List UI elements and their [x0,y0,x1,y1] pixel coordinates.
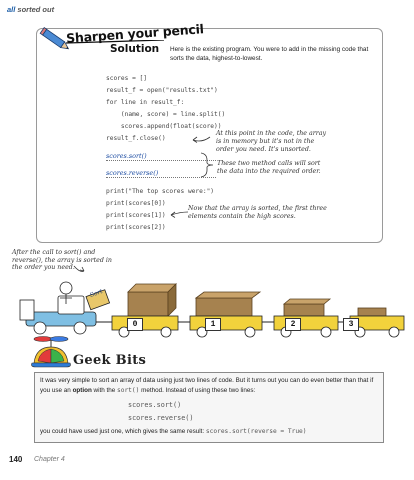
solution-word: Solution [110,43,160,55]
geek-para-1c: method. Instead of using these two lines: [139,386,256,394]
car-label-3: 3 [343,318,359,331]
arrow-left-icon [168,209,190,219]
code-line: result_f.close() [106,135,166,142]
running-head-rest: sorted out [15,5,55,14]
code-line: print(scores[0]) [106,200,166,207]
annotation-sort: These two method calls will sort the data into the required order. [217,160,321,175]
code-line: result_f = open("results.txt") [106,87,218,94]
geek-para-1b: with the [91,386,117,394]
car-label-2: 2 [285,318,301,331]
code-line: scores.append(float(score)) [106,123,222,130]
code-line: scores = [] [106,75,147,82]
code-line: print(scores[2]) [106,224,166,231]
geek-para-1-bold: option [72,386,92,394]
geek-para-2 [40,427,378,437]
train-car [190,292,262,337]
annotation-close: At this point in the code, the array is in memory but it's not in the order you need. It's unsorted. [216,130,327,153]
running-head-accent: all [7,5,16,14]
propeller-cap-icon [30,333,72,373]
intro-text: Here is the existing program. You were to add in the missing code that sorts the data, highest-to-lowest. [170,46,369,62]
running-head [7,5,54,14]
chapter-label: Chapter 4 [34,456,65,463]
train-car [274,299,338,337]
car-label-0: 0 [127,318,143,331]
page-number: 140 [9,455,23,464]
code-line: print("The top scores were:") [106,188,215,195]
car-label-1: 1 [205,318,221,331]
code-line: for line in result_f: [106,99,185,106]
code-line: (name, score) = line.split() [106,111,226,118]
train-caption: After the call to sort() and reverse(), the array is sorted in the order you need. [12,249,112,271]
geek-para-2-code: scores.sort(reverse = True) [205,428,307,435]
sort-sign-label: Sort [89,288,104,300]
geek-para-1-code: sort() [117,386,140,394]
added-code-reverse: scores.reverse() [106,169,216,178]
sharpen-title: Sharpen your pencil [65,21,205,46]
geek-bits-title: Geek Bits [73,353,147,368]
brace-icon [200,152,216,178]
locomotive [20,282,96,334]
train-car [112,284,178,337]
arrow-left-icon [190,133,212,145]
geek-para-2a: you could have used just one, which gives the same result: [40,428,206,435]
geek-para-1a: It was very simple to sort an array of data using just two lines of code. But it turns out you can do even better than that if you use an [40,377,374,394]
geek-code-line: scores.sort() [128,401,182,409]
geek-para-1 [40,376,378,395]
geek-code-line: scores.reverse() [128,414,194,422]
code-line: print(scores[1]) [106,212,166,219]
added-code-sort: scores.sort() [106,152,216,161]
annotation-print: Now that the array is sorted, the first three elements contain the high scores. [188,205,327,220]
